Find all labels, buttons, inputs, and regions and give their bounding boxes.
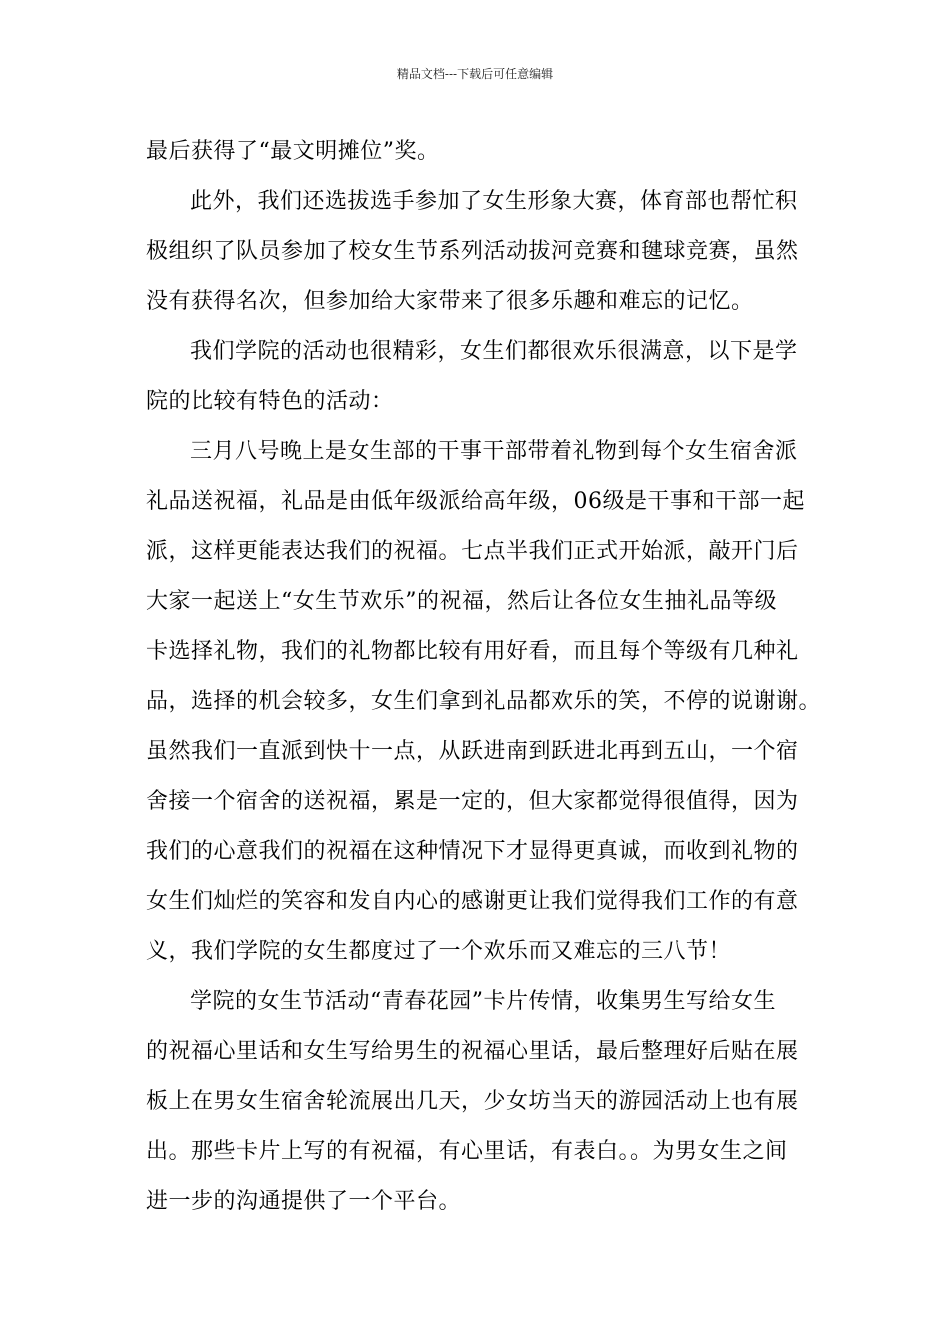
page-header: 精品文档---下载后可任意编辑 <box>396 67 554 81</box>
paragraph-first-line: 我们学院的活动也很精彩，女生们都很欢乐很满意，以下是学 <box>190 339 798 364</box>
text-line: 进一步的沟通提供了一个平台。 <box>146 1189 462 1214</box>
text-line: 出。那些卡片上写的有祝福，有心里话，有表白。。为男女生之间 <box>146 1139 788 1164</box>
text-line: 没有获得名次，但参加给大家带来了很多乐趣和难忘的记忆。 <box>146 289 754 314</box>
text-line: 的祝福心里话和女生写给男生的祝福心里话，最后整理好后贴在展 <box>146 1039 799 1064</box>
text-line: 大家一起送上“女生节欢乐”的祝福，然后让各位女生抽礼品等级 <box>146 589 777 614</box>
text-line: 礼品送祝福，礼品是由低年级派给高年级，06级是干事和干部一起 <box>146 489 805 514</box>
text-line: 义，我们学院的女生都度过了一个欢乐而又难忘的三八节！ <box>146 939 732 964</box>
text-line: 最后获得了“最文明摊位”奖。 <box>146 139 440 164</box>
text-line: 女生们灿烂的笑容和发自内心的感谢更让我们觉得我们工作的有意 <box>146 889 799 914</box>
text-line: 院的比较有特色的活动： <box>146 389 394 414</box>
text-line: 虽然我们一直派到快十一点，从跃进南到跃进北再到五山，一个宿 <box>146 739 799 764</box>
text-line: 品，选择的机会较多，女生们拿到礼品都欢乐的笑，不停的说谢谢。 <box>146 689 822 714</box>
text-line: 板上在男女生宿舍轮流展出几天，少女坊当天的游园活动上也有展 <box>146 1089 799 1114</box>
paragraph-first-line: 三月八号晚上是女生部的干事干部带着礼物到每个女生宿舍派 <box>190 439 798 464</box>
paragraph-first-line: 学院的女生节活动“青春花园”卡片传情，收集男生写给女生 <box>190 989 776 1014</box>
paragraph-first-line: 此外，我们还选拔选手参加了女生形象大赛，体育部也帮忙积 <box>190 189 798 214</box>
text-line: 极组织了队员参加了校女生节系列活动拔河竞赛和毽球竞赛，虽然 <box>146 239 799 264</box>
text-line: 派，这样更能表达我们的祝福。七点半我们正式开始派，敲开门后 <box>146 539 799 564</box>
text-line: 我们的心意我们的祝福在这种情况下才显得更真诚，而收到礼物的 <box>146 839 799 864</box>
text-line: 舍接一个宿舍的送祝福，累是一定的，但大家都觉得很值得，因为 <box>146 789 799 814</box>
text-line: 卡选择礼物，我们的礼物都比较有用好看，而且每个等级有几种礼 <box>146 639 799 664</box>
